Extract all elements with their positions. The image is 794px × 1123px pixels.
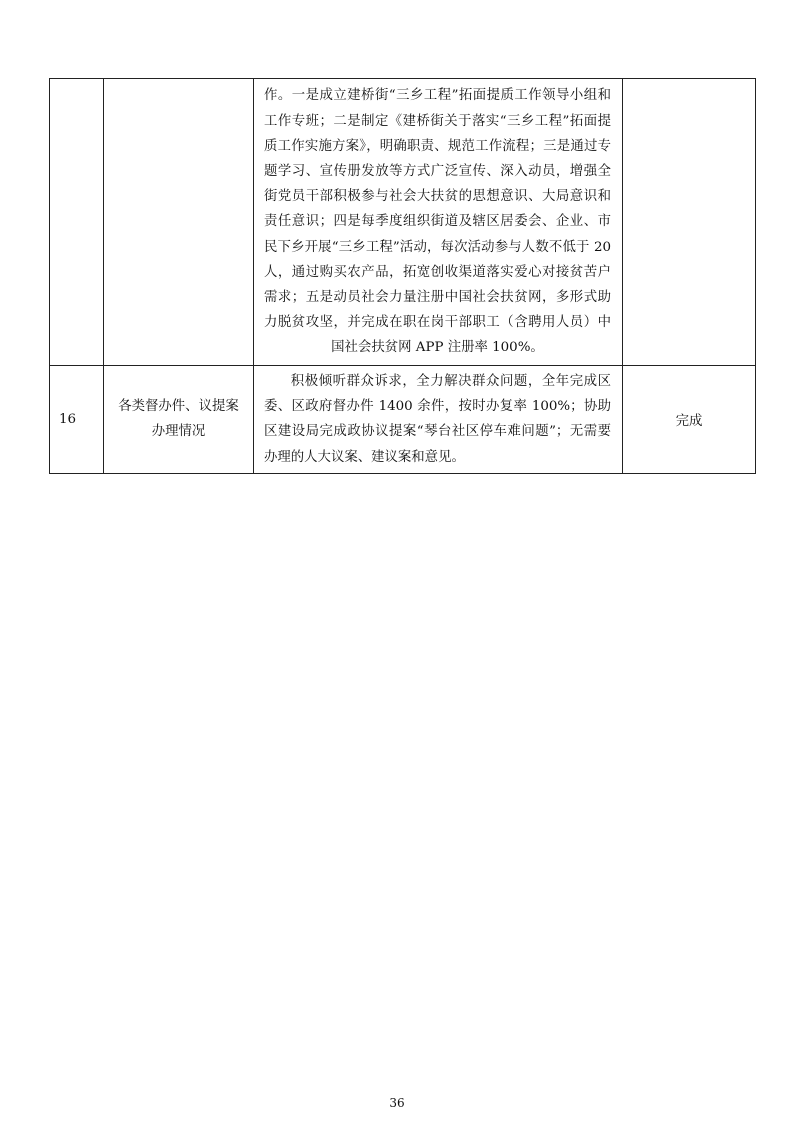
item-label-line-2: 办理情况 <box>151 424 206 440</box>
item-label-line-1: 各类督办件、议提案 <box>118 399 239 415</box>
item-cell <box>104 366 254 474</box>
table-row <box>50 79 756 366</box>
content-cell <box>254 366 623 474</box>
content-paragraph: 作。一是成立建桥街“三乡工程”拓面提质工作领导小组和工作专班；二是制定《建桥街关于落实“三乡工程”拓面提质工作实施方案》，明确职责、规范工作流程；三是通过专题学习、宣传册发放等方式广泛宣传、深入动员，增强全街党员干部积极参与社会大扶贫的思想意识、大局意识和责任意识；四是每季度组织街道及辖区居委会、企业、市民下乡开展“三乡工程”活动，每次活动参与人数不低于 20 人，通过购买农产品，拓宽创收渠道落实爱心对接贫苦户需求；五是动员社会力量注册中国社会扶贫网，多形式助力脱贫攻坚，并完成在职在岗干部职工（含聘用人员）中国社会扶贫网 APP 注册率 100%。 <box>264 88 611 356</box>
status-cell: 完成 <box>623 366 756 474</box>
page-number: 36 <box>389 1096 405 1110</box>
row-number-cell <box>50 79 104 366</box>
content-paragraph: 积极倾听群众诉求，全力解决群众问题，全年完成区委、区政府督办件 1400 余件，按时办复率 100%；协助区建设局完成政协议提案“琴台社区停车难问题”；无需要办理的人大议案、建议案和意见。 <box>264 374 611 465</box>
content-cell <box>254 79 623 366</box>
work-report-table <box>49 78 756 474</box>
status-cell <box>623 79 756 366</box>
item-cell <box>104 79 254 366</box>
table-row <box>50 366 756 474</box>
row-number-cell: 16 <box>50 366 104 474</box>
